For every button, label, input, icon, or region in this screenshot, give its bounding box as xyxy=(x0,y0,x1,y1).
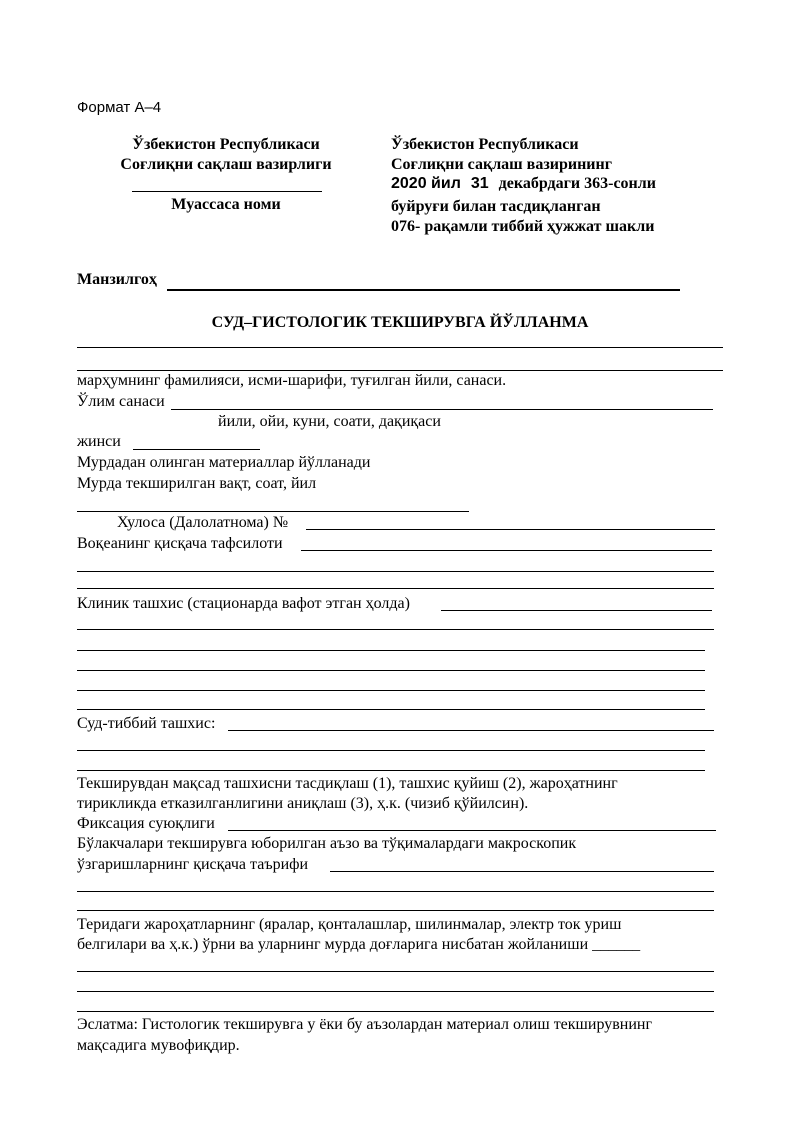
purpose-line-1: Текширувдан мақсад ташхисни тасдиқлаш (1), ташхис қуйиш (2), жароҳатнинг xyxy=(77,775,618,792)
materials-label: Мурдадан олинган материаллар йўлланади xyxy=(77,454,371,471)
left-header-line2: Соғлиқни сақлаш вазирлиги xyxy=(120,156,332,173)
date-year: 2020 йил xyxy=(391,175,461,192)
exam-time-line[interactable] xyxy=(77,511,469,512)
right-header-line5: 076- рақамли тиббий ҳужжат шакли xyxy=(391,218,655,235)
skin-injuries-line-1: Теридаги жароҳатларнинг (яралар, қонталашлар, шилинмалар, электр ток уриш xyxy=(77,916,622,933)
forensic-diagnosis-line-1[interactable] xyxy=(228,730,714,731)
macroscopic-line-c[interactable] xyxy=(77,910,714,911)
death-date-label: Ўлим санаси xyxy=(77,393,165,410)
circumstances-line-3[interactable] xyxy=(77,588,714,589)
macroscopic-line-a[interactable] xyxy=(330,871,714,872)
purpose-line-2: тирикликда етказилганлигини аниқлаш (3), ҳ.к. (чизиб қўйилсин). xyxy=(77,795,529,812)
right-header-date-line xyxy=(391,175,656,193)
skin-injuries-line-c[interactable] xyxy=(77,1011,714,1012)
clinical-diagnosis-line-5[interactable] xyxy=(77,690,705,691)
left-header-line1: Ўзбекистон Республикаси xyxy=(132,136,320,153)
date-rest: декабрдаги 363-сонли xyxy=(498,175,656,192)
sex-label: жинси xyxy=(77,433,121,450)
sex-line[interactable] xyxy=(133,449,260,450)
circumstances-line-2[interactable] xyxy=(77,571,714,572)
forensic-diagnosis-line-3[interactable] xyxy=(77,770,705,771)
institution-name-label: Муассаса номи xyxy=(171,196,281,213)
clinical-diagnosis-label: Клиник ташхис (стационарда вафот этган ҳолда) xyxy=(77,595,410,612)
document-title: СУД–ГИСТОЛОГИК ТЕКШИРУВГА ЙЎЛЛАНМА xyxy=(211,314,589,331)
macroscopic-line-2: ўзгаришларнинг қисқача таърифи xyxy=(77,856,309,873)
forensic-diagnosis-line-2[interactable] xyxy=(77,750,705,751)
address-label: Манзилгоҳ xyxy=(77,271,157,288)
macroscopic-line-b[interactable] xyxy=(77,891,714,892)
name-line-1[interactable] xyxy=(77,347,723,348)
clinical-diagnosis-line-4[interactable] xyxy=(77,670,705,671)
note-line-2: мақсадига мувофиқдир. xyxy=(77,1037,240,1054)
right-header-line1: Ўзбекистон Республикаси xyxy=(391,136,579,153)
clinical-diagnosis-line-6[interactable] xyxy=(77,709,705,710)
address-line[interactable] xyxy=(167,289,680,291)
macroscopic-line-1: Бўлакчалари текширувга юборилган аъзо ва тўқималардаги макроскопик xyxy=(77,835,577,852)
deceased-name-label: марҳумнинг фамилияси, исми-шарифи, туғилган йили, санаси. xyxy=(77,372,507,389)
clinical-diagnosis-line-1[interactable] xyxy=(441,610,712,611)
death-date-hint: йили, ойи, куни, соати, дақиқаси xyxy=(218,413,441,430)
skin-injuries-line-2: белгилари ва ҳ.к.) ўрни ва уларнинг мурда доғларига нисбатан жойланиши ______ xyxy=(77,936,641,953)
fixation-label: Фиксация суюқлиги xyxy=(77,815,215,832)
clinical-diagnosis-line-3[interactable] xyxy=(77,650,705,651)
conclusion-label: Хулоса (Далолатнома) № xyxy=(117,514,289,531)
clinical-diagnosis-line-2[interactable] xyxy=(77,629,714,630)
right-header-line2: Соғлиқни сақлаш вазирининг xyxy=(391,156,612,173)
date-day: 31 xyxy=(470,175,489,192)
exam-time-label: Мурда текширилган вақт, соат, йил xyxy=(77,475,317,492)
conclusion-line[interactable] xyxy=(306,529,715,530)
fixation-line[interactable] xyxy=(228,830,716,831)
institution-name-line xyxy=(132,191,322,192)
skin-injuries-line-a[interactable] xyxy=(77,971,714,972)
note-line-1: Эслатма: Гистологик текширувга у ёки бу аъзолардан материал олиш текширувнинг xyxy=(77,1016,653,1033)
name-line-2[interactable] xyxy=(77,370,723,371)
death-date-line[interactable] xyxy=(171,409,713,410)
circumstances-line-1[interactable] xyxy=(301,550,712,551)
format-label: Формат А–4 xyxy=(77,99,162,116)
forensic-diagnosis-label: Суд-тиббий ташхис: xyxy=(77,715,216,732)
circumstances-label: Воқеанинг қисқача тафсилоти xyxy=(77,535,283,552)
skin-injuries-line-b[interactable] xyxy=(77,991,714,992)
right-header-line4: буйруғи билан тасдиқланган xyxy=(391,198,601,215)
